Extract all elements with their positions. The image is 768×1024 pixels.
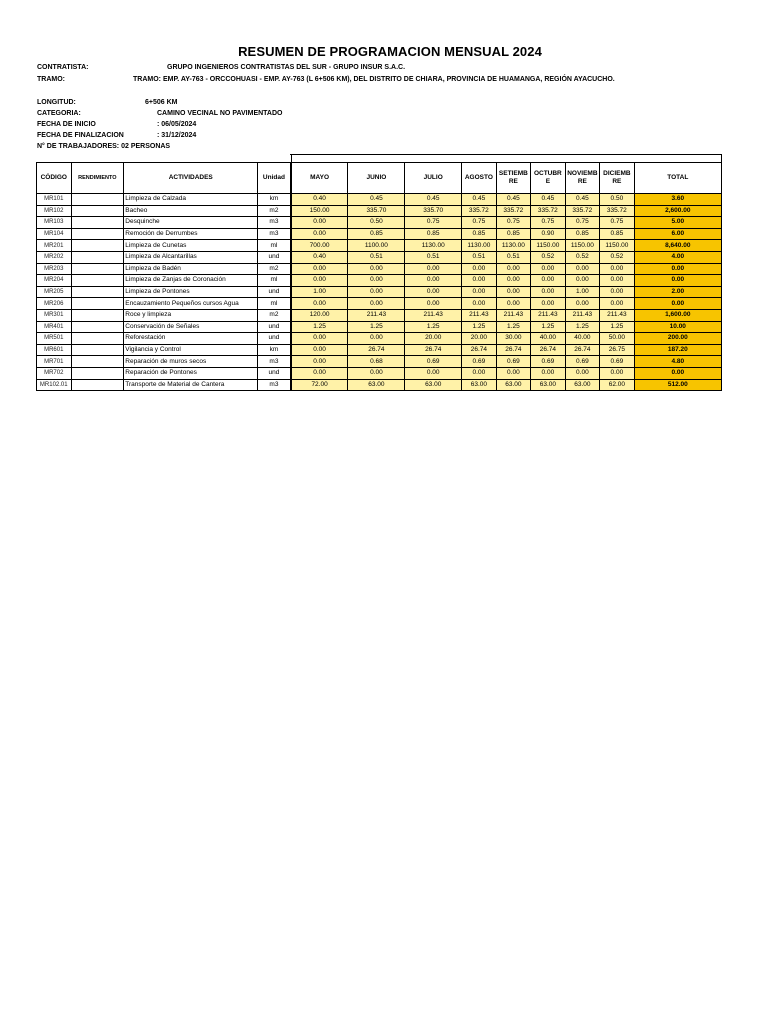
cell-month-value: 0.90 bbox=[531, 228, 566, 240]
cell-month-value: 0.00 bbox=[565, 367, 600, 379]
cell-month-value: 0.68 bbox=[348, 356, 405, 368]
cell-codigo: MR202 bbox=[37, 251, 72, 263]
cell-total: 200.00 bbox=[634, 333, 721, 345]
table-row bbox=[37, 333, 722, 345]
cell-rendimiento bbox=[71, 263, 124, 275]
cell-month-value: 0.00 bbox=[496, 367, 531, 379]
table-row bbox=[37, 286, 722, 298]
cell-month-value: 211.43 bbox=[462, 309, 497, 321]
fecha-fin-label: FECHA DE FINALIZACION bbox=[37, 132, 124, 139]
cell-actividad: Reforestación bbox=[124, 333, 258, 345]
cell-month-value: 20.00 bbox=[405, 333, 462, 345]
cell-total: 5.00 bbox=[634, 217, 721, 229]
cell-month-value: 0.00 bbox=[531, 286, 566, 298]
table-row bbox=[37, 228, 722, 240]
cell-month-value: 0.51 bbox=[462, 251, 497, 263]
cell-month-value: 335.72 bbox=[462, 205, 497, 217]
cell-month-value: 63.00 bbox=[348, 379, 405, 391]
cell-month-value: 26.74 bbox=[348, 344, 405, 356]
cell-month-value: 0.51 bbox=[405, 251, 462, 263]
cell-month-value: 0.45 bbox=[405, 194, 462, 206]
cell-month-value: 0.00 bbox=[531, 298, 566, 310]
cell-month-value: 0.40 bbox=[291, 251, 348, 263]
header-month: NOVIEMB RE bbox=[565, 163, 600, 194]
cell-month-value: 0.52 bbox=[565, 251, 600, 263]
cell-codigo: MR101 bbox=[37, 194, 72, 206]
table-row bbox=[37, 356, 722, 368]
cell-month-value: 0.51 bbox=[348, 251, 405, 263]
programming-table bbox=[36, 154, 722, 391]
cell-month-value: 0.00 bbox=[462, 275, 497, 287]
cell-month-value: 0.51 bbox=[496, 251, 531, 263]
cell-rendimiento bbox=[71, 333, 124, 345]
cell-month-value: 0.75 bbox=[496, 217, 531, 229]
cell-total: 10.00 bbox=[634, 321, 721, 333]
cell-codigo: MR201 bbox=[37, 240, 72, 252]
cell-month-value: 0.00 bbox=[291, 275, 348, 287]
cell-actividad: Limpieza de Badén bbox=[124, 263, 258, 275]
cell-month-value: 0.00 bbox=[462, 367, 497, 379]
cell-month-value: 0.75 bbox=[531, 217, 566, 229]
cell-month-value: 0.85 bbox=[405, 228, 462, 240]
cell-codigo: MR204 bbox=[37, 275, 72, 287]
cell-rendimiento bbox=[71, 217, 124, 229]
cell-month-value: 0.52 bbox=[600, 251, 635, 263]
cell-rendimiento bbox=[71, 356, 124, 368]
cell-month-value: 0.45 bbox=[531, 194, 566, 206]
cell-unidad: ml bbox=[258, 240, 290, 252]
cell-month-value: 26.75 bbox=[600, 344, 635, 356]
cell-codigo: MR104 bbox=[37, 228, 72, 240]
cell-month-value: 1.25 bbox=[405, 321, 462, 333]
cell-month-value: 1130.00 bbox=[496, 240, 531, 252]
cell-month-value: 211.43 bbox=[348, 309, 405, 321]
cell-month-value: 50.00 bbox=[600, 333, 635, 345]
header-month: JUNIO bbox=[348, 163, 405, 194]
header-total: TOTAL bbox=[634, 163, 721, 194]
header-codigo: CÓDIGO bbox=[37, 163, 72, 194]
header-rendimiento: RENDIMIENTO bbox=[71, 163, 124, 194]
cell-actividad: Remoción de Derrumbes bbox=[124, 228, 258, 240]
cell-month-value: 0.00 bbox=[405, 367, 462, 379]
cell-month-value: 0.85 bbox=[600, 228, 635, 240]
cell-month-value: 1.25 bbox=[291, 321, 348, 333]
cell-codigo: MR206 bbox=[37, 298, 72, 310]
cell-month-value: 0.00 bbox=[291, 367, 348, 379]
cell-month-value: 1.00 bbox=[565, 286, 600, 298]
cell-month-value: 1150.00 bbox=[600, 240, 635, 252]
cell-month-value: 40.00 bbox=[565, 333, 600, 345]
cell-month-value: 0.69 bbox=[405, 356, 462, 368]
cell-unidad: und bbox=[258, 367, 290, 379]
cell-month-value: 0.85 bbox=[462, 228, 497, 240]
cell-month-value: 1.25 bbox=[565, 321, 600, 333]
cell-month-value: 0.00 bbox=[600, 275, 635, 287]
table-row bbox=[37, 344, 722, 356]
cell-actividad: Limpieza de Cunetas bbox=[124, 240, 258, 252]
cell-month-value: 63.00 bbox=[496, 379, 531, 391]
cell-unidad: und bbox=[258, 251, 290, 263]
cell-month-value: 0.00 bbox=[291, 356, 348, 368]
contratista-value: GRUPO INGENIEROS CONTRATISTAS DEL SUR - GRUPO INSUR S.A.C. bbox=[167, 64, 406, 71]
cell-total: 4.80 bbox=[634, 356, 721, 368]
header-month: AGOSTO bbox=[462, 163, 497, 194]
longitud-value: 6+506 KM bbox=[145, 99, 178, 106]
cell-rendimiento bbox=[71, 275, 124, 287]
cell-total: 4.00 bbox=[634, 251, 721, 263]
cell-month-value: 0.00 bbox=[600, 298, 635, 310]
cell-month-value: 0.45 bbox=[565, 194, 600, 206]
cell-actividad: Limpieza de Pontones bbox=[124, 286, 258, 298]
cell-codigo: MR701 bbox=[37, 356, 72, 368]
cell-month-value: 26.74 bbox=[462, 344, 497, 356]
trabajadores-label: N° DE TRABAJADORES: 02 PERSONAS bbox=[37, 143, 171, 150]
cell-month-value: 0.00 bbox=[291, 217, 348, 229]
cell-month-value: 0.00 bbox=[496, 275, 531, 287]
table-row bbox=[37, 309, 722, 321]
header-month: JULIO bbox=[405, 163, 462, 194]
cell-month-value: 0.69 bbox=[565, 356, 600, 368]
cell-actividad: Vigilancia y Control bbox=[124, 344, 258, 356]
cell-month-value: 26.74 bbox=[405, 344, 462, 356]
cell-actividad: Reparación de muros secos bbox=[124, 356, 258, 368]
cell-month-value: 0.00 bbox=[291, 228, 348, 240]
cell-month-value: 26.74 bbox=[531, 344, 566, 356]
cell-codigo: MR102.01 bbox=[37, 379, 72, 391]
cell-month-value: 211.43 bbox=[531, 309, 566, 321]
cell-total: 512.00 bbox=[634, 379, 721, 391]
table-row bbox=[37, 240, 722, 252]
table-row bbox=[37, 367, 722, 379]
cell-month-value: 0.00 bbox=[565, 298, 600, 310]
cell-month-value: 211.43 bbox=[405, 309, 462, 321]
cell-month-value: 211.43 bbox=[565, 309, 600, 321]
cell-month-value: 26.74 bbox=[565, 344, 600, 356]
cell-rendimiento bbox=[71, 309, 124, 321]
cell-month-value: 1130.00 bbox=[462, 240, 497, 252]
cell-month-value: 0.75 bbox=[565, 217, 600, 229]
cell-month-value: 62.00 bbox=[600, 379, 635, 391]
cell-unidad: und bbox=[258, 286, 290, 298]
header-month: MAYO bbox=[291, 163, 348, 194]
cell-codigo: MR301 bbox=[37, 309, 72, 321]
header-month: OCTUBR E bbox=[531, 163, 566, 194]
cell-month-value: 0.69 bbox=[462, 356, 497, 368]
cell-unidad: ml bbox=[258, 298, 290, 310]
cell-month-value: 0.00 bbox=[348, 263, 405, 275]
cell-month-value: 0.00 bbox=[496, 298, 531, 310]
cell-month-value: 0.00 bbox=[462, 263, 497, 275]
cell-month-value: 72.00 bbox=[291, 379, 348, 391]
cell-unidad: m3 bbox=[258, 356, 290, 368]
cell-month-value: 335.70 bbox=[405, 205, 462, 217]
cell-month-value: 0.00 bbox=[405, 275, 462, 287]
cell-month-value: 0.00 bbox=[496, 263, 531, 275]
cell-month-value: 0.85 bbox=[565, 228, 600, 240]
cell-unidad: m3 bbox=[258, 228, 290, 240]
cell-month-value: 63.00 bbox=[565, 379, 600, 391]
cell-total: 0.00 bbox=[634, 263, 721, 275]
cell-total: 8,640.00 bbox=[634, 240, 721, 252]
cell-month-value: 0.69 bbox=[531, 356, 566, 368]
cell-actividad: Limpieza de Alcantarillas bbox=[124, 251, 258, 263]
cell-month-value: 335.72 bbox=[531, 205, 566, 217]
cell-actividad: Encauzamiento Pequeños cursos Agua bbox=[124, 298, 258, 310]
cell-month-value: 0.40 bbox=[291, 194, 348, 206]
page-title: RESUMEN DE PROGRAMACION MENSUAL 2024 bbox=[238, 44, 542, 59]
cell-month-value: 0.00 bbox=[565, 275, 600, 287]
cell-month-value: 1.00 bbox=[291, 286, 348, 298]
cell-month-value: 1150.00 bbox=[531, 240, 566, 252]
cell-total: 2.00 bbox=[634, 286, 721, 298]
cell-month-value: 0.00 bbox=[348, 275, 405, 287]
cell-actividad: Desquinche bbox=[124, 217, 258, 229]
cell-total: 6.00 bbox=[634, 228, 721, 240]
cell-codigo: MR702 bbox=[37, 367, 72, 379]
cell-month-value: 335.72 bbox=[600, 205, 635, 217]
cell-rendimiento bbox=[71, 251, 124, 263]
cell-month-value: 1150.00 bbox=[565, 240, 600, 252]
cell-total: 0.00 bbox=[634, 298, 721, 310]
table-row bbox=[37, 263, 722, 275]
cell-actividad: Bacheo bbox=[124, 205, 258, 217]
cell-rendimiento bbox=[71, 379, 124, 391]
cell-actividad: Reparación de Pontones bbox=[124, 367, 258, 379]
cell-unidad: m2 bbox=[258, 263, 290, 275]
cell-month-value: 211.43 bbox=[496, 309, 531, 321]
cell-codigo: MR203 bbox=[37, 263, 72, 275]
categoria-label: CATEGORIA: bbox=[37, 110, 81, 117]
table-row bbox=[37, 379, 722, 391]
cell-rendimiento bbox=[71, 344, 124, 356]
cell-codigo: MR205 bbox=[37, 286, 72, 298]
cell-month-value: 150.00 bbox=[291, 205, 348, 217]
table-row bbox=[37, 298, 722, 310]
table-row bbox=[37, 275, 722, 287]
header-unidad: Unidad bbox=[258, 163, 290, 194]
cell-total: 1,600.00 bbox=[634, 309, 721, 321]
cell-unidad: m2 bbox=[258, 309, 290, 321]
cell-month-value: 1130.00 bbox=[405, 240, 462, 252]
cell-actividad: Roce y limpieza bbox=[124, 309, 258, 321]
cell-month-value: 0.50 bbox=[348, 217, 405, 229]
cell-total: 3.60 bbox=[634, 194, 721, 206]
cell-month-value: 63.00 bbox=[405, 379, 462, 391]
tramo-value: TRAMO: EMP. AY-763 - ORCCOHUASI - EMP. AY-763 (L 6+506 KM), DEL DISTRITO DE CHIARA, PROVINCIA DE HUAMANGA, REGIÓN AYACUCHO. bbox=[133, 76, 615, 83]
cell-month-value: 0.00 bbox=[405, 298, 462, 310]
cell-unidad: ml bbox=[258, 275, 290, 287]
cell-month-value: 0.75 bbox=[600, 217, 635, 229]
cell-rendimiento bbox=[71, 321, 124, 333]
cell-rendimiento bbox=[71, 240, 124, 252]
cell-month-value: 0.69 bbox=[600, 356, 635, 368]
cell-codigo: MR501 bbox=[37, 333, 72, 345]
cell-total: 187.20 bbox=[634, 344, 721, 356]
cell-month-value: 0.00 bbox=[600, 286, 635, 298]
cell-month-value: 0.00 bbox=[291, 298, 348, 310]
cell-month-value: 0.00 bbox=[462, 298, 497, 310]
months-header-band bbox=[291, 155, 721, 163]
cell-month-value: 26.74 bbox=[496, 344, 531, 356]
cell-codigo: MR102 bbox=[37, 205, 72, 217]
cell-unidad: km bbox=[258, 344, 290, 356]
cell-unidad: m3 bbox=[258, 217, 290, 229]
cell-month-value: 63.00 bbox=[531, 379, 566, 391]
header-actividades: ACTIVIDADES bbox=[124, 163, 258, 194]
cell-rendimiento bbox=[71, 298, 124, 310]
cell-total: 2,600.00 bbox=[634, 205, 721, 217]
cell-month-value: 0.50 bbox=[600, 194, 635, 206]
cell-month-value: 0.00 bbox=[462, 286, 497, 298]
cell-month-value: 0.00 bbox=[531, 367, 566, 379]
cell-month-value: 1.25 bbox=[462, 321, 497, 333]
cell-unidad: km bbox=[258, 194, 290, 206]
cell-month-value: 0.00 bbox=[600, 263, 635, 275]
cell-unidad: und bbox=[258, 321, 290, 333]
cell-month-value: 335.72 bbox=[496, 205, 531, 217]
cell-month-value: 335.70 bbox=[348, 205, 405, 217]
cell-codigo: MR601 bbox=[37, 344, 72, 356]
cell-month-value: 0.69 bbox=[496, 356, 531, 368]
cell-total: 0.00 bbox=[634, 367, 721, 379]
cell-rendimiento bbox=[71, 286, 124, 298]
cell-month-value: 0.45 bbox=[462, 194, 497, 206]
cell-month-value: 1100.00 bbox=[348, 240, 405, 252]
cell-month-value: 1.25 bbox=[348, 321, 405, 333]
cell-rendimiento bbox=[71, 228, 124, 240]
cell-month-value: 20.00 bbox=[462, 333, 497, 345]
cell-month-value: 120.00 bbox=[291, 309, 348, 321]
header-month: DICIEMB RE bbox=[600, 163, 635, 194]
cell-month-value: 0.00 bbox=[348, 367, 405, 379]
table-row bbox=[37, 194, 722, 206]
cell-month-value: 0.85 bbox=[496, 228, 531, 240]
tramo-label: TRAMO: bbox=[37, 76, 65, 83]
cell-actividad: Conservación de Señales bbox=[124, 321, 258, 333]
cell-month-value: 0.00 bbox=[531, 263, 566, 275]
cell-month-value: 0.00 bbox=[405, 263, 462, 275]
cell-month-value: 0.00 bbox=[496, 286, 531, 298]
fecha-inicio-label: FECHA DE INICIO bbox=[37, 121, 96, 128]
cell-month-value: 1.25 bbox=[496, 321, 531, 333]
table-row bbox=[37, 217, 722, 229]
cell-unidad: und bbox=[258, 333, 290, 345]
longitud-label: LONGITUD: bbox=[37, 99, 76, 106]
cell-month-value: 335.72 bbox=[565, 205, 600, 217]
cell-rendimiento bbox=[71, 367, 124, 379]
cell-month-value: 1.25 bbox=[600, 321, 635, 333]
fecha-inicio-value: : 06/05/2024 bbox=[157, 121, 197, 128]
cell-actividad: Transporte de Material de Cantera bbox=[124, 379, 258, 391]
cell-codigo: MR401 bbox=[37, 321, 72, 333]
cell-month-value: 0.00 bbox=[291, 263, 348, 275]
cell-month-value: 0.75 bbox=[405, 217, 462, 229]
cell-month-value: 0.00 bbox=[348, 286, 405, 298]
cell-actividad: Limpieza de Calzada bbox=[124, 194, 258, 206]
table-row bbox=[37, 205, 722, 217]
cell-actividad: Limpieza de Zanjas de Coronación bbox=[124, 275, 258, 287]
cell-total: 0.00 bbox=[634, 275, 721, 287]
cell-unidad: m2 bbox=[258, 205, 290, 217]
cell-rendimiento bbox=[71, 194, 124, 206]
cell-month-value: 0.00 bbox=[291, 333, 348, 345]
cell-month-value: 1.25 bbox=[531, 321, 566, 333]
cell-month-value: 0.00 bbox=[348, 333, 405, 345]
header-month: SETIEMB RE bbox=[496, 163, 531, 194]
cell-codigo: MR103 bbox=[37, 217, 72, 229]
categoria-value: CAMINO VECINAL NO PAVIMENTADO bbox=[157, 110, 283, 117]
cell-month-value: 0.00 bbox=[531, 275, 566, 287]
cell-month-value: 30.00 bbox=[496, 333, 531, 345]
cell-month-value: 0.75 bbox=[462, 217, 497, 229]
cell-unidad: m3 bbox=[258, 379, 290, 391]
cell-month-value: 0.00 bbox=[291, 344, 348, 356]
cell-month-value: 211.43 bbox=[600, 309, 635, 321]
cell-month-value: 0.00 bbox=[348, 298, 405, 310]
table-row bbox=[37, 321, 722, 333]
cell-month-value: 0.45 bbox=[348, 194, 405, 206]
cell-month-value: 0.85 bbox=[348, 228, 405, 240]
cell-month-value: 0.00 bbox=[600, 367, 635, 379]
cell-month-value: 0.45 bbox=[496, 194, 531, 206]
table-row bbox=[37, 251, 722, 263]
cell-month-value: 0.00 bbox=[565, 263, 600, 275]
cell-month-value: 40.00 bbox=[531, 333, 566, 345]
contratista-label: CONTRATISTA: bbox=[37, 64, 89, 71]
cell-month-value: 0.52 bbox=[531, 251, 566, 263]
cell-month-value: 63.00 bbox=[462, 379, 497, 391]
cell-month-value: 0.00 bbox=[405, 286, 462, 298]
cell-month-value: 700.00 bbox=[291, 240, 348, 252]
fecha-fin-value: : 31/12/2024 bbox=[157, 132, 197, 139]
cell-rendimiento bbox=[71, 205, 124, 217]
